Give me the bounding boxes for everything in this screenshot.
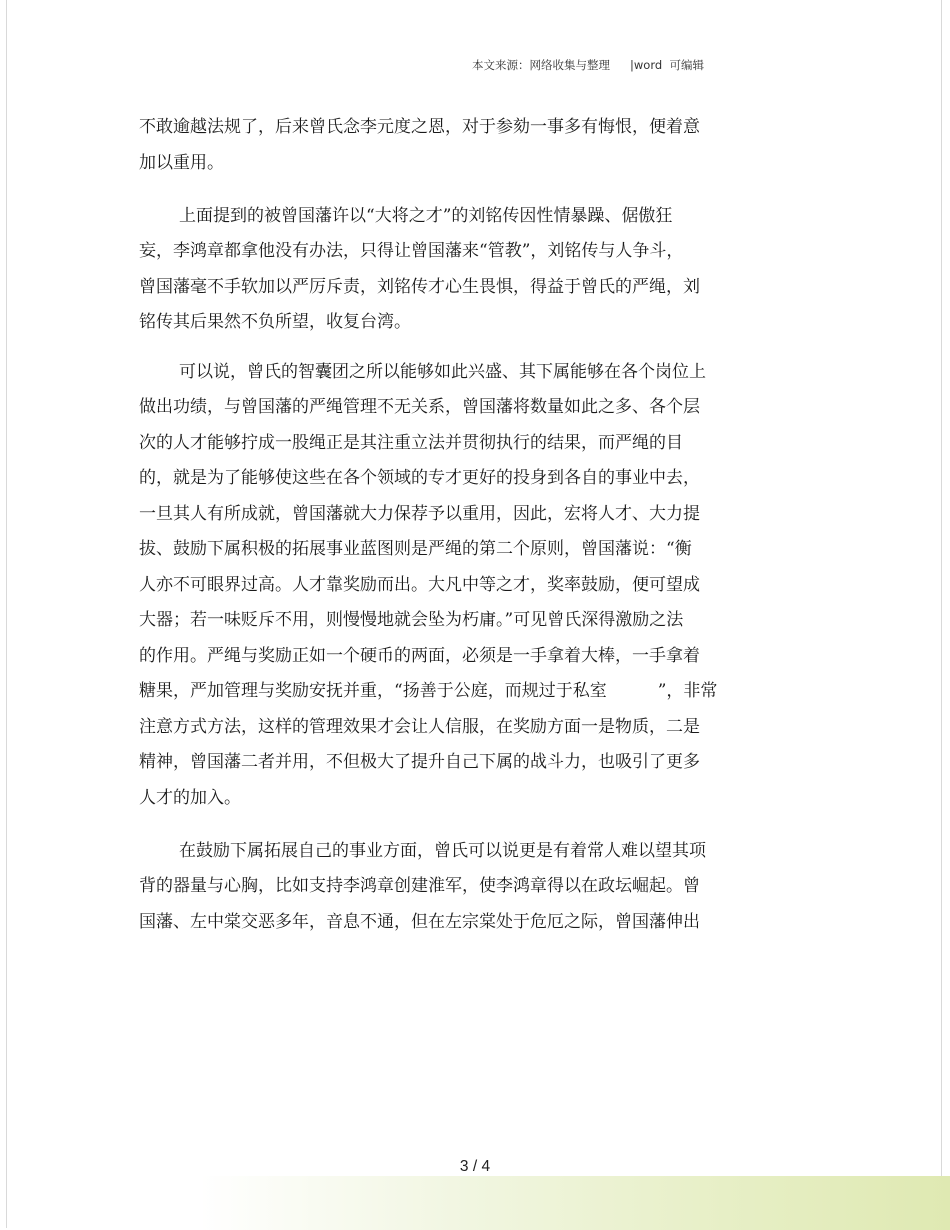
paragraph xyxy=(139,355,799,817)
text-line: 可以说，曾氏的智囊团之所以能够如此兴盛、其下属能够在各个岗位上 xyxy=(179,361,706,382)
text-line: 曾国藩毫不手软加以严厉斥责，刘铭传才心生畏惧，得益于曾氏的严绳，刘 xyxy=(139,276,700,297)
text-line: 的，就是为了能够使这些在各个领域的专才更好的投身到各自的事业中去， xyxy=(139,468,700,488)
text-line: 加以重用。 xyxy=(139,152,224,173)
text-line: 上面提到的被曾国藩许以“大将之才”的刘铭传因性情暴躁、倨傲狂 xyxy=(179,205,673,226)
text-line: 的作用。严绳与奖励正如一个硬币的两面，必须是一手拿着大棒，一手拿着 xyxy=(139,645,700,666)
text-line: 铭传其后果然不负所望，收复台湾。 xyxy=(139,312,411,332)
header-edit-note: |word 可编辑 xyxy=(630,58,704,72)
text-line: 大器；若一味贬斥不用，则慢慢地就会坠为朽庸。”可见曾氏深得激励之法 xyxy=(139,610,684,630)
text-line: 国藩、左中棠交恶多年，音息不通，但在左宗棠处于危厄之际，曾国藩伸出 xyxy=(139,911,700,932)
decorative-footer-band xyxy=(200,1176,950,1230)
text-line: 做出功绩，与曾国藩的严绳管理不无关系，曾国藩将数量如此之多、各个层 xyxy=(139,397,700,417)
page-number: 3 / 4 xyxy=(459,1158,491,1175)
paragraph xyxy=(139,834,799,941)
text-line: 不敢逾越法规了，后来曾氏念李元度之恩，对于参劾一事多有悔恨，便着意 xyxy=(139,117,700,137)
text-line: 背的器量与心胸，比如支持李鸿章创建淮军，使李鸿章得以在政坛崛起。曾 xyxy=(139,876,700,896)
text-line: 人才的加入。 xyxy=(139,787,241,808)
paragraph xyxy=(139,199,799,341)
text-line: 一旦其人有所成就，曾国藩就大力保荐予以重用，因此，宏将人才、大力提 xyxy=(139,503,700,524)
paragraph xyxy=(139,110,799,181)
text-line: 次的人才能够拧成一股绳正是其注重立法并贯彻执行的结果，而严绳的目 xyxy=(139,432,683,453)
text-line: 糖果，严加管理与奖励安抚并重，“扬善于公庭，而规过于私室 ”，非常 xyxy=(139,681,718,701)
page-header xyxy=(472,57,704,73)
text-line: 注意方式方法，这样的管理效果才会让人信服，在奖励方面一是物质，二是 xyxy=(139,716,700,737)
text-line: 拔、鼓励下属积极的拓展事业蓝图则是严绳的第二个原则，曾国藩说：“衡 xyxy=(139,539,692,559)
document-body xyxy=(139,110,799,940)
header-source: 本文来源：网络收集与整理 xyxy=(472,58,610,72)
text-line: 人亦不可眼界过高。人才靠奖励而出。大凡中等之才，奖率鼓励，便可望成 xyxy=(139,574,700,595)
text-line: 在鼓励下属拓展自己的事业方面，曾氏可以说更是有着常人难以望其项 xyxy=(179,840,706,861)
text-line: 妄，李鸿章都拿他没有办法，只得让曾国藩来“管教”，刘铭传与人争斗， xyxy=(139,241,684,261)
text-line: 精神，曾国藩二者并用，不但极大了提升自己下属的战斗力，也吸引了更多 xyxy=(139,752,700,772)
